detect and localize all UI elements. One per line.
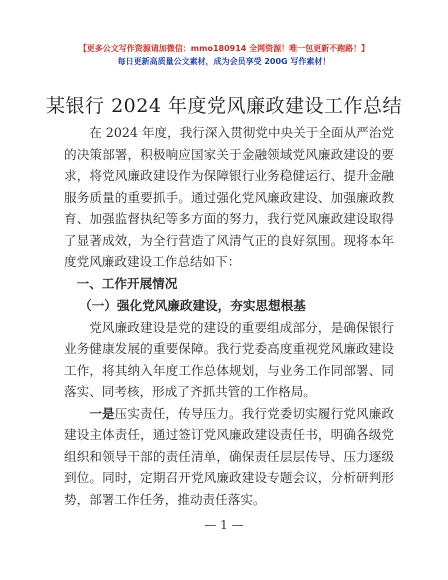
document-body	[64, 122, 394, 510]
body-paragraph-2	[64, 403, 394, 511]
section-heading-1: 一、工作开展情况	[76, 275, 178, 291]
document-title: 某银行 2024 年度党风廉政建设工作总结	[46, 95, 402, 117]
intro-paragraph: 在 2024 年度，我行深入贯彻党中央关于全面从严治党的决策部署，积极响应国家关于金融领域党风廉政建设的要求，将党风廉政建设作为保障银行业务稳健运行、提升金融服务质量的重要抓手。通过强化党风廉政建设、加强廉政教育、加强监督执纪等多方面的努力，我行党风廉政建设取得了显著成效，为全行营造了风清气正的良好氛围。现将本年度党风廉政建设工作总结如下：	[64, 125, 394, 269]
paragraph-body-text: 压实责任，传导压力。我行党委切实履行党风廉政建设主体责任，通过签订党风廉政建设责任书，明确各级党组织和领导干部的责任清单，确保责任层层传导、压力逐级到位。同时，定期召开党风廉政建设专题会议，分析研判形势，部署工作任务，推动责任落实。	[64, 405, 395, 507]
paragraph-lead-text: 一是	[89, 405, 115, 421]
body-paragraph-1: 党风廉政建设是党的建设的重要组成部分，是确保银行业务健康发展的重要保障。我行党委高度重视党风廉政建设工作，将其纳入年度工作总体规划，与业务工作同部署、同落实、同考核，形成了齐抓共管的工作格局。	[64, 319, 394, 399]
promo-banner-line-2: 每日更新高质量公文素材，成为会员享受 200G 写作素材！	[117, 57, 331, 66]
page-number: — 1 —	[204, 518, 244, 532]
subsection-heading-1: （一）强化党风廉政建设，夯实思想根基	[79, 297, 306, 313]
promo-banner-line-1: 【更多公文写作资源请加微信：mmo180914 全网资源！唯一包更新不跑路！】	[78, 44, 370, 53]
